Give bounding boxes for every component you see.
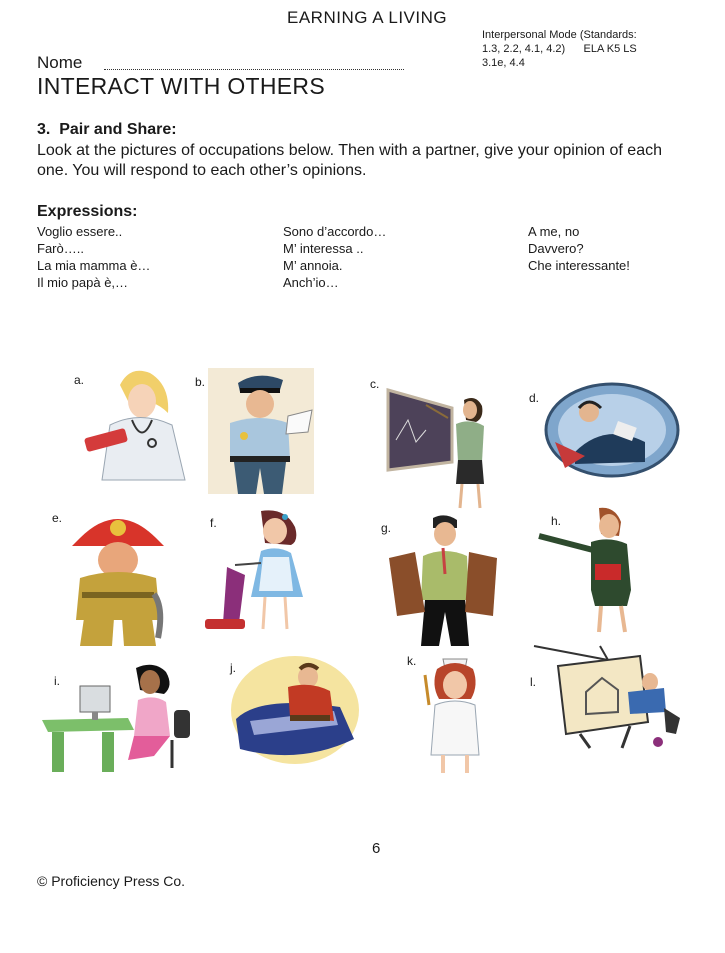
picture-label-l: l. — [530, 675, 536, 689]
standards-line: 1.3, 2.2, 4.1, 4.2) ELA K5 LS — [482, 43, 637, 55]
picture-label-j: j. — [230, 661, 236, 675]
police-officer-illustration — [208, 368, 314, 494]
expression-item: Che interessante! — [528, 258, 630, 273]
expressions-column-2 — [283, 223, 386, 291]
doctor-illustration — [80, 365, 190, 485]
picture-label-k: k. — [407, 654, 417, 668]
picture-label-g: g. — [381, 521, 392, 535]
instructions-text: Look at the pictures of occupations below. Then with a partner, give your opinion of each one. You will respond to each other’s opinions. — [37, 142, 662, 179]
expression-item: La mia mamma è… — [37, 258, 151, 273]
section-heading: 3. Pair and Share: — [37, 121, 177, 138]
name-label: Nome — [37, 53, 83, 72]
expression-item: Davvero? — [528, 241, 584, 256]
teacher-illustration — [386, 380, 488, 514]
worksheet-title: EARNING A LIVING — [287, 8, 448, 27]
standards-line: 3.1e, 4.4 — [482, 57, 525, 69]
picture-label-f: f. — [210, 516, 217, 530]
picture-label-i: i. — [54, 674, 60, 688]
expression-item: Sono d’accordo… — [283, 224, 387, 239]
expression-item: Il mio papà è,… — [37, 275, 129, 290]
expression-item: A me, no — [528, 224, 580, 239]
picture-label-c: c. — [370, 377, 380, 391]
main-heading: INTERACT WITH OTHERS — [37, 73, 325, 99]
expression-item: Anch’io… — [283, 275, 339, 290]
architect-illustration — [530, 642, 685, 750]
standards-note — [482, 28, 717, 70]
firefighter-illustration — [68, 508, 168, 648]
picture-label-b: b. — [195, 375, 206, 389]
expressions-column-3 — [528, 223, 630, 274]
expression-item: Farò….. — [37, 241, 84, 256]
picture-label-a: a. — [74, 373, 85, 387]
expression-item: Voglio essere.. — [37, 224, 123, 239]
salesman-illustration — [385, 512, 505, 647]
businesswoman-illustration — [535, 506, 645, 636]
nurse-illustration — [415, 655, 490, 777]
expressions-column-1 — [37, 223, 150, 291]
housekeeper-illustration — [205, 505, 307, 637]
expression-item: M’ annoia. — [283, 258, 343, 273]
mechanic-illustration — [230, 655, 360, 765]
name-line — [104, 69, 404, 70]
pilot-illustration — [545, 382, 680, 478]
page-number: 6 — [372, 840, 381, 857]
expressions-heading: Expressions: — [37, 203, 138, 220]
office-worker-illustration — [42, 660, 200, 776]
picture-label-h: h. — [551, 514, 562, 528]
picture-label-d: d. — [529, 391, 540, 405]
expression-item: M’ interessa .. — [283, 241, 364, 256]
picture-label-e: e. — [52, 511, 63, 525]
standards-line: Interpersonal Mode (Standards: — [482, 29, 637, 41]
copyright-notice: © Proficiency Press Co. — [37, 873, 186, 889]
